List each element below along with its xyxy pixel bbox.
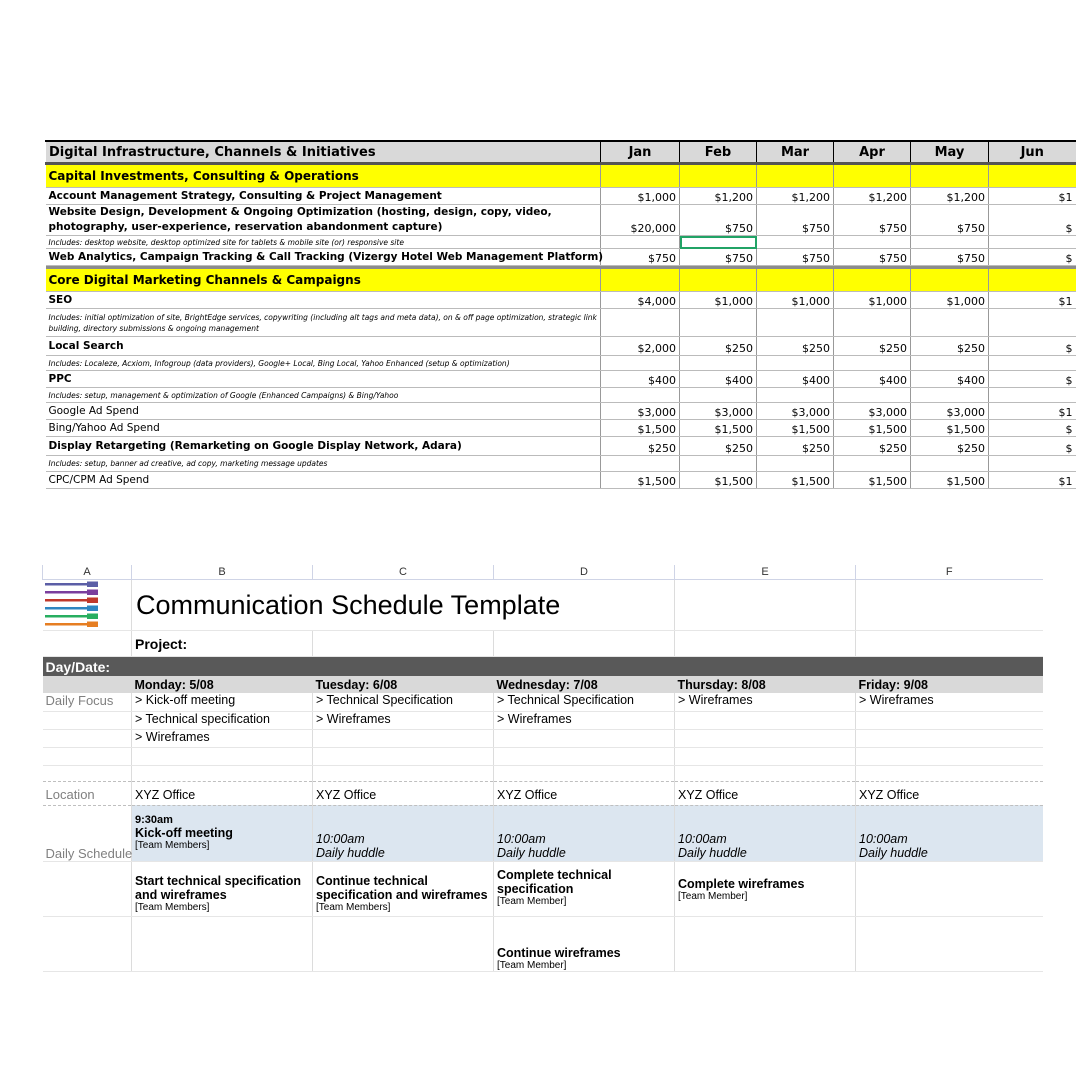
schedule-cell[interactable] [494,916,675,971]
value-cell[interactable]: $750 [680,249,757,266]
value-cell[interactable]: $250 [757,337,834,356]
page-title[interactable]: Communication Schedule Template [132,580,675,631]
month-header: Mar [757,141,834,164]
logo-cell [43,580,132,631]
schedule-time: 10:00am [678,831,727,846]
logo-stripe-cap [87,590,98,596]
value-cell[interactable]: $250 [911,337,989,356]
budget-row [46,249,1076,266]
column-header[interactable]: C [313,565,494,580]
section-title[interactable]: Core Digital Marketing Channels & Campaigns [46,269,601,292]
value-cell[interactable]: $750 [680,205,757,236]
day-header[interactable]: Thursday: 8/08 [675,676,856,693]
empty-row [43,765,1043,781]
schedule-attendees: [Team Members] [135,901,210,913]
column-header[interactable]: F [856,565,1043,580]
budget-header-row [46,141,1076,164]
value-cell[interactable]: $250 [834,337,911,356]
day-header[interactable]: Tuesday: 6/08 [313,676,494,693]
project-row [43,631,1043,657]
budget-spreadsheet [45,140,1073,488]
row-label[interactable]: Google Ad Spend [46,403,601,420]
location-value[interactable]: XYZ Office [856,781,1043,805]
focus-item[interactable]: > Technical specification [132,711,313,729]
schedule-title: Complete wireframes [678,876,805,891]
daily-focus-label[interactable]: Daily Focus [43,693,132,711]
budget-row [46,188,1076,205]
day-date-label[interactable]: Day/Date: [43,657,1043,677]
value-cell[interactable]: $250 [680,437,757,456]
row-note[interactable]: Includes: setup, management & optimization of Google (Enhanced Campaigns) & Bing/Yahoo [46,388,601,403]
value-cell[interactable]: $400 [911,371,989,388]
row-note[interactable]: Includes: initial optimization of site, BrightEdge services, copywriting (including alt tags and meta data), on & off page optimization, strategic link building, directory submissions & ongoing management [46,309,601,337]
column-header[interactable]: D [494,565,675,580]
budget-row [46,403,1076,420]
value-cell[interactable]: $20,000 [601,205,680,236]
logo-stripe-cap [87,598,98,604]
value-cell[interactable]: $1,000 [757,292,834,309]
budget-row [46,437,1076,456]
month-header: Apr [834,141,911,164]
schedule-title: Kick-off meeting [135,825,233,840]
schedule-cell[interactable] [494,861,675,916]
row-label[interactable]: PPC [46,371,601,388]
value-cell[interactable]: $ [989,205,1076,236]
value-cell[interactable]: $1 [989,292,1076,309]
value-cell[interactable]: $1,000 [911,292,989,309]
schedule-title: Start technical specification and wireframes [135,873,302,902]
location-value[interactable]: XYZ Office [494,781,675,805]
value-cell[interactable]: $3,000 [757,403,834,420]
schedule-cell[interactable] [675,805,856,861]
budget-row [46,472,1076,489]
focus-item[interactable]: > Technical Specification [494,693,675,711]
schedule-cell[interactable] [494,805,675,861]
note-row [46,388,1076,403]
schedule-time: 9:30am [135,813,173,826]
schedule-cell[interactable] [675,861,856,916]
column-header[interactable]: E [675,565,856,580]
value-cell[interactable]: $1,500 [911,420,989,437]
note-row [46,356,1076,371]
value-cell[interactable]: $3,000 [680,403,757,420]
logo-stripe-cap [87,622,98,628]
value-cell[interactable]: $ [989,249,1076,266]
schedule-cell[interactable] [132,861,313,916]
location-value[interactable]: XYZ Office [313,781,494,805]
value-cell[interactable]: $750 [911,249,989,266]
value-cell[interactable]: $750 [911,205,989,236]
value-cell[interactable]: $250 [757,437,834,456]
section-title[interactable]: Capital Investments, Consulting & Operations [46,164,601,188]
schedule-row [43,916,1043,971]
value-cell[interactable]: $250 [601,437,680,456]
location-value[interactable]: XYZ Office [675,781,856,805]
value-cell[interactable]: $1,000 [834,292,911,309]
logo-stripes-icon [43,580,103,630]
schedule-row [43,861,1043,916]
row-label[interactable]: Display Retargeting (Remarketing on Google Display Network, Adara) [46,437,601,456]
value-cell[interactable]: $250 [680,337,757,356]
row-label[interactable]: SEO [46,292,601,309]
column-header[interactable]: B [132,565,313,580]
schedule-time: 10:00am [497,831,546,846]
focus-item[interactable]: > Wireframes [313,711,494,729]
communication-schedule-sheet [42,565,1037,975]
schedule-desc: Daily huddle [859,845,928,860]
row-label[interactable]: CPC/CPM Ad Spend [46,472,601,489]
note-row [46,309,1076,337]
schedule-title: Continue technical specification and wireframes [316,873,488,902]
value-cell[interactable]: $1,500 [757,420,834,437]
schedule-table [42,565,1043,972]
title-row [43,580,1043,631]
selected-cell[interactable] [680,236,757,249]
value-cell[interactable]: $250 [911,437,989,456]
schedule-cell[interactable] [132,805,313,861]
focus-item[interactable]: > Wireframes [675,693,856,711]
schedule-attendees: [Team Member] [678,890,748,902]
day-header[interactable]: Friday: 9/08 [856,676,1043,693]
schedule-desc: Daily huddle [497,845,566,860]
schedule-cell[interactable] [313,805,494,861]
days-row [43,676,1043,693]
focus-row [43,693,1043,711]
month-header: Jun [989,141,1076,164]
row-note[interactable]: Includes: setup, banner ad creative, ad copy, marketing message updates [46,456,601,472]
value-cell[interactable]: $250 [834,437,911,456]
location-value[interactable]: XYZ Office [132,781,313,805]
value-cell[interactable]: $ [989,437,1076,456]
schedule-time: 10:00am [859,831,908,846]
value-cell[interactable]: $750 [757,249,834,266]
value-cell[interactable]: $1,200 [757,188,834,205]
empty-row [43,747,1043,765]
value-cell[interactable]: $1,000 [601,188,680,205]
schedule-desc: Daily huddle [678,845,747,860]
row-label[interactable]: Web Analytics, Campaign Tracking & Call Tracking (Vizergy Hotel Web Management Platform) [46,249,601,266]
value-cell[interactable]: $4,000 [601,292,680,309]
month-header: Feb [680,141,757,164]
value-cell[interactable]: $750 [757,205,834,236]
value-cell[interactable]: $750 [834,249,911,266]
value-cell[interactable]: $1,500 [601,420,680,437]
value-cell[interactable]: $1 [989,188,1076,205]
schedule-attendees: [Team Member] [497,895,567,907]
focus-item[interactable]: > Wireframes [494,711,675,729]
logo-stripe-cap [87,606,98,612]
focus-item[interactable]: > Kick-off meeting [132,693,313,711]
value-cell[interactable]: $1,200 [911,188,989,205]
focus-row [43,729,1043,747]
daily-schedule-label[interactable]: Daily Schedule [43,805,132,861]
column-header[interactable]: A [43,565,132,580]
budget-row [46,420,1076,437]
value-cell[interactable]: $400 [757,371,834,388]
location-label[interactable]: Location [43,781,132,805]
row-label[interactable]: Account Management Strategy, Consulting & Project Management [46,188,601,205]
schedule-time: 10:00am [316,831,365,846]
row-note[interactable]: Includes: desktop website, desktop optimized site for tablets & mobile site (or) responsive site [46,236,601,249]
focus-item[interactable]: > Wireframes [856,693,1043,711]
day-header[interactable]: Wednesday: 7/08 [494,676,675,693]
budget-row [46,337,1076,356]
schedule-cell[interactable] [856,805,1043,861]
value-cell[interactable]: $1 [989,403,1076,420]
schedule-row [43,805,1043,861]
value-cell[interactable]: $1,500 [834,472,911,489]
value-cell[interactable]: $1,500 [601,472,680,489]
section-row [46,269,1076,292]
schedule-attendees: [Team Members] [316,901,391,913]
location-row [43,781,1043,805]
value-cell[interactable]: $400 [680,371,757,388]
day-header[interactable]: Monday: 5/08 [132,676,313,693]
project-label[interactable]: Project: [132,631,313,657]
value-cell[interactable]: $1,500 [680,420,757,437]
budget-row [46,205,1076,236]
value-cell[interactable]: $1 [989,472,1076,489]
row-label[interactable]: Local Search [46,337,601,356]
section-row [46,164,1076,188]
month-header: Jan [601,141,680,164]
column-header-row [43,565,1043,580]
row-label[interactable]: Bing/Yahoo Ad Spend [46,420,601,437]
focus-item[interactable]: > Technical Specification [313,693,494,711]
logo-stripe-cap [87,582,98,588]
value-cell[interactable]: $3,000 [911,403,989,420]
value-cell[interactable]: $3,000 [601,403,680,420]
focus-item[interactable]: > Wireframes [132,729,313,747]
value-cell[interactable]: $1,500 [911,472,989,489]
value-cell[interactable]: $2,000 [601,337,680,356]
schedule-attendees: [Team Members] [135,839,210,851]
focus-row [43,711,1043,729]
note-row [46,456,1076,472]
value-cell[interactable]: $1,200 [834,188,911,205]
schedule-desc: Daily huddle [316,845,385,860]
month-header: May [911,141,989,164]
row-label[interactable]: Website Design, Development & Ongoing Optimization (hosting, design, copy, video, photography, user-experience, reservation abandonment capture) [46,205,601,236]
schedule-title: Complete technical specification [497,867,612,896]
value-cell[interactable]: $1,200 [680,188,757,205]
value-cell[interactable]: $400 [601,371,680,388]
row-note[interactable]: Includes: Localeze, Acxiom, Infogroup (data providers), Google+ Local, Bing Local, Yahoo Enhanced (setup & optimization) [46,356,601,371]
value-cell[interactable]: $ [989,337,1076,356]
value-cell[interactable]: $750 [834,205,911,236]
schedule-title: Continue wireframes [497,945,621,960]
value-cell[interactable]: $1,500 [680,472,757,489]
value-cell[interactable]: $1,000 [680,292,757,309]
budget-row [46,371,1076,388]
value-cell[interactable]: $ [989,420,1076,437]
schedule-attendees: [Team Member] [497,959,567,971]
budget-table [45,140,1076,489]
value-cell[interactable]: $400 [834,371,911,388]
note-row [46,236,1076,249]
logo-stripe-cap [87,614,98,620]
value-cell[interactable]: $1,500 [834,420,911,437]
budget-header-label: Digital Infrastructure, Channels & Initiatives [46,141,601,164]
value-cell[interactable]: $750 [601,249,680,266]
value-cell[interactable]: $3,000 [834,403,911,420]
value-cell[interactable]: $1,500 [757,472,834,489]
value-cell[interactable]: $ [989,371,1076,388]
budget-row [46,292,1076,309]
day-date-row [43,657,1043,677]
schedule-cell[interactable] [313,861,494,916]
